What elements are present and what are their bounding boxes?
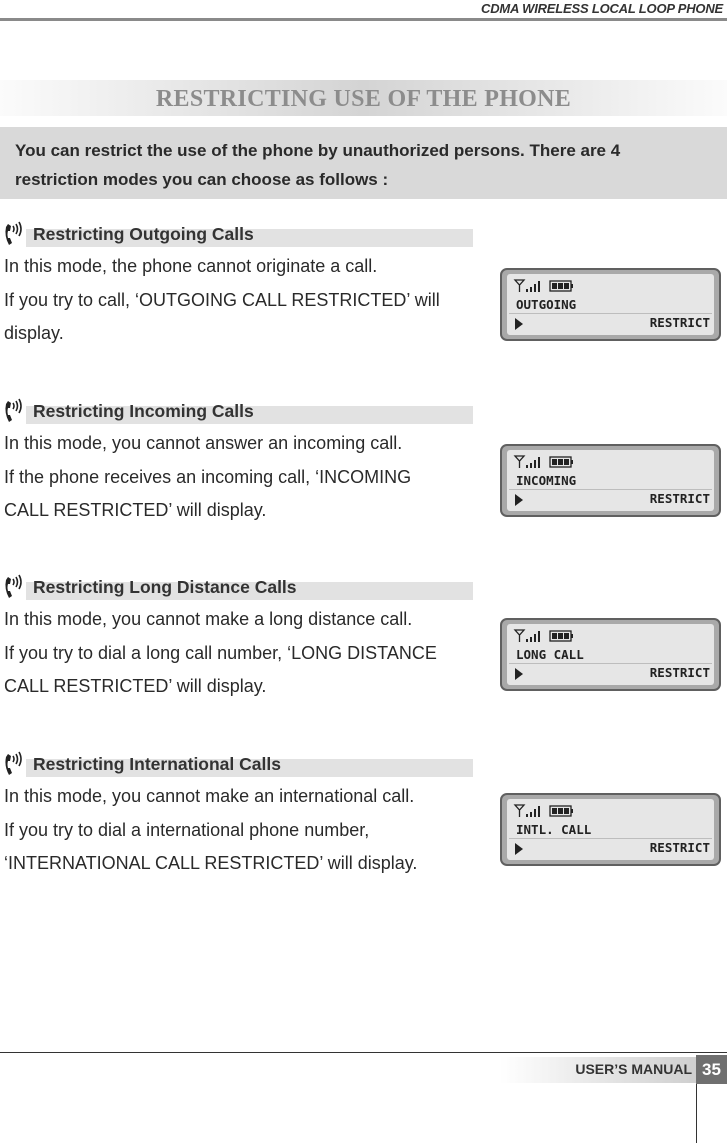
header-rule: [0, 18, 727, 21]
intro-line: restriction modes you can choose as follows :: [15, 170, 389, 189]
page-number: 35: [696, 1055, 727, 1084]
phone-ringing-icon: [2, 219, 26, 247]
lcd-screen: [507, 799, 714, 860]
footer-vertical-rule: [696, 1084, 697, 1143]
lcd-divider: [509, 838, 712, 839]
lcd-line-2: RESTRICT: [649, 315, 710, 330]
battery-icon: [550, 457, 573, 467]
lcd-line-2: RESTRICT: [649, 665, 710, 680]
body-line: If you try to dial a international phone number,: [4, 819, 370, 840]
play-arrow-icon: [515, 668, 523, 680]
status-icons: [512, 628, 582, 644]
signal-strength-icon: [515, 280, 540, 292]
intro-line: You can restrict the use of the phone by unauthorized persons. There are 4: [15, 141, 621, 160]
status-icons: [512, 803, 582, 819]
battery-icon: [550, 806, 573, 816]
play-arrow-icon: [515, 494, 523, 506]
phone-ringing-icon: [2, 572, 26, 600]
body-line: CALL RESTRICTED’ will display.: [4, 500, 267, 520]
signal-strength-icon: [515, 805, 540, 817]
body-line: In this mode, you cannot answer an incoming call.: [4, 433, 403, 453]
body-line: display.: [4, 323, 64, 343]
section-title: Restricting Long Distance Calls: [33, 577, 297, 597]
body-line: If you try to dial a long call number, ‘LONG DISTANCE: [4, 642, 437, 663]
section-body: [4, 780, 474, 881]
footer-label: USER’S MANUAL: [575, 1061, 692, 1077]
section-body: [4, 427, 474, 528]
section-heading: [0, 219, 473, 247]
section-heading: [0, 749, 473, 777]
phone-ringing-icon: [2, 749, 26, 777]
section-heading: [0, 572, 473, 600]
lcd-line-1: OUTGOING: [516, 297, 577, 312]
running-header: CDMA WIRELESS LOCAL LOOP PHONE: [481, 1, 723, 16]
section-title: Restricting International Calls: [33, 754, 281, 774]
play-arrow-icon: [515, 843, 523, 855]
lcd-line-1: INTL. CALL: [516, 822, 592, 837]
play-arrow-icon: [515, 318, 523, 330]
section-title: Restricting Outgoing Calls: [33, 224, 254, 244]
lcd-line-1: LONG CALL: [516, 647, 584, 662]
footer-rule: [0, 1052, 727, 1053]
body-line: ‘INTERNATIONAL CALL RESTRICTED’ will display.: [4, 853, 418, 873]
lcd-display-incoming: [500, 444, 721, 517]
lcd-display-long-distance: [500, 618, 721, 691]
lcd-divider: [509, 313, 712, 314]
intro-box: [0, 127, 727, 199]
lcd-line-2: RESTRICT: [649, 840, 710, 855]
body-line: CALL RESTRICTED’ will display.: [4, 676, 267, 696]
body-line: In this mode, you cannot make an international call.: [4, 786, 415, 806]
battery-icon: [550, 281, 573, 291]
signal-strength-icon: [515, 456, 540, 468]
lcd-display-international: [500, 793, 721, 866]
body-line: In this mode, the phone cannot originate a call.: [4, 256, 378, 276]
body-line: In this mode, you cannot make a long distance call.: [4, 609, 413, 629]
lcd-screen: [507, 450, 714, 511]
section-body: [4, 603, 474, 704]
lcd-display-outgoing: [500, 268, 721, 341]
lcd-line-2: RESTRICT: [649, 491, 710, 506]
status-icons: [512, 454, 582, 470]
section-body: [4, 250, 474, 351]
lcd-divider: [509, 663, 712, 664]
signal-strength-icon: [515, 630, 540, 642]
section-title: Restricting Incoming Calls: [33, 401, 254, 421]
body-line: If the phone receives an incoming call, ‘INCOMING: [4, 466, 412, 487]
phone-ringing-icon: [2, 396, 26, 424]
lcd-screen: [507, 274, 714, 335]
lcd-divider: [509, 489, 712, 490]
lcd-line-1: INCOMING: [516, 473, 577, 488]
lcd-screen: [507, 624, 714, 685]
battery-icon: [550, 631, 573, 641]
body-line: If you try to call, ‘OUTGOING CALL RESTRICTED’ will: [4, 289, 440, 310]
status-icons: [512, 278, 582, 294]
section-heading: [0, 396, 473, 424]
page-title: RESTRICTING USE OF THE PHONE: [155, 86, 572, 112]
